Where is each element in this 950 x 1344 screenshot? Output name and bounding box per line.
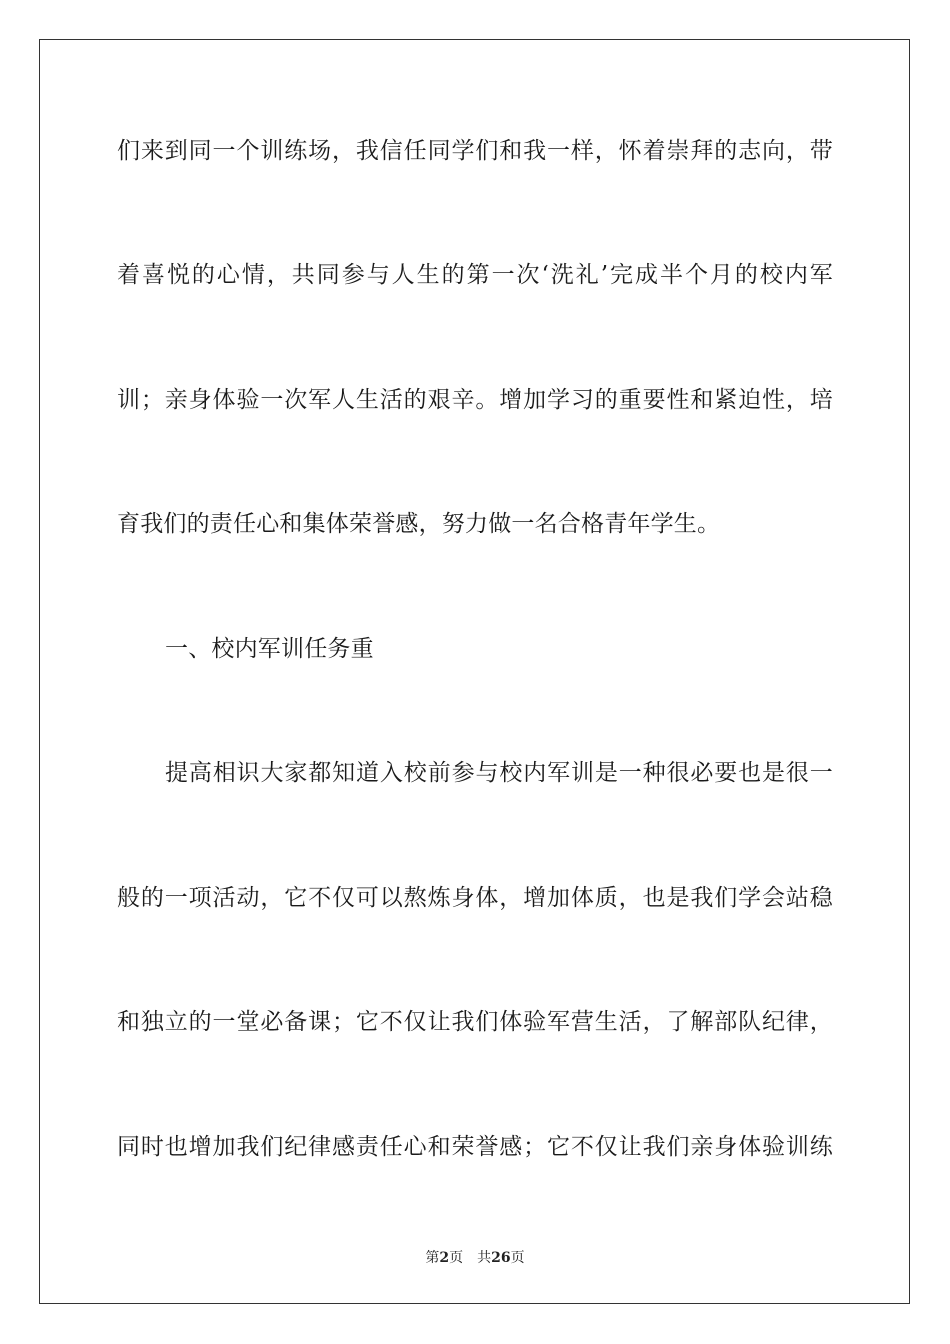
body-line-5: 提高相识大家都知道入校前参与校内军训是一种很必要也是很一: [165, 760, 833, 786]
footer-page-number: 2: [439, 1250, 450, 1266]
body-line-8: 同时也增加我们纪律感责任心和荣誉感；它不仅让我们亲身体验训练: [117, 1134, 833, 1160]
body-line-3: 训；亲身体验一次军人生活的艰辛。增加学习的重要性和紧迫性，培: [117, 387, 833, 413]
body-line-4: 育我们的责任心和集体荣誉感，努力做一名合格青年学生。: [117, 511, 721, 537]
body-line-6: 般的一项活动，它不仅可以熬炼身体，增加体质，也是我们学会站稳: [117, 885, 833, 911]
section-heading: 一、校内军训任务重: [165, 636, 374, 662]
body-line-7: 和独立的一堂必备课；它不仅让我们体验军营生活，了解部队纪律，: [117, 1009, 833, 1035]
footer-page-prefix: 第: [425, 1250, 440, 1266]
footer-total-number: 26: [491, 1250, 511, 1266]
footer-total-prefix: 共: [477, 1250, 492, 1266]
body-line-1: 们来到同一个训练场，我信任同学们和我一样，怀着崇拜的志向，带: [117, 138, 833, 164]
footer-page-suffix: 页: [449, 1250, 464, 1266]
page-footer: [0, 1248, 950, 1268]
page-border: [39, 39, 910, 1304]
body-line-2: 着喜悦的心情，共同参与人生的第一次‘洗礼’完成半个月的校内军: [117, 262, 833, 288]
footer-total-suffix: 页: [510, 1250, 525, 1266]
